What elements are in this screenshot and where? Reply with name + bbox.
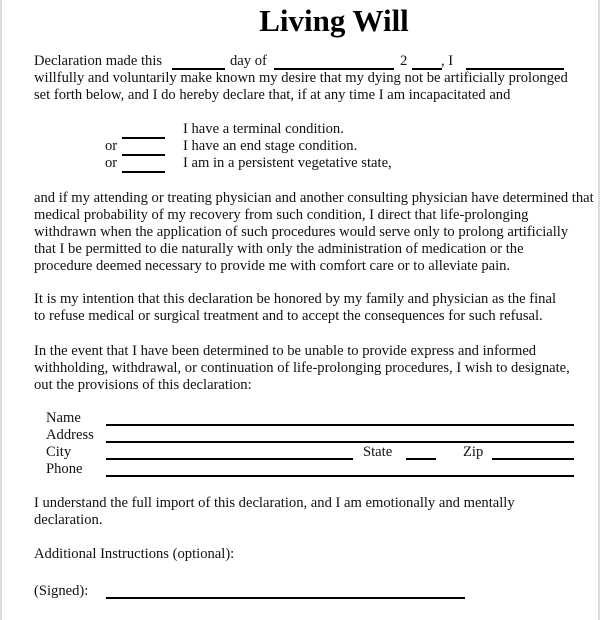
declaration-line-3: set forth below, and I do hereby declare that, if at any time I am incapacitated and (34, 87, 511, 103)
condition-terminal-field[interactable] (122, 137, 165, 139)
paragraph-line: In the event that I have been determined to be unable to provide express and informed (34, 343, 537, 359)
paragraph-line: that I be permitted to die naturally with only the administration of medication or the (34, 241, 524, 257)
condition-end-stage-text: I have an end stage condition. (183, 138, 358, 154)
paragraph-intention (34, 291, 556, 325)
condition-vegetative-text: I am in a persistent vegetative state, (183, 155, 392, 171)
paragraph-line: withholding, withdrawal, or continuation of life-prolonging procedures, I wish to designate, (34, 360, 570, 376)
designee-address-field[interactable] (106, 441, 574, 443)
signature-field[interactable] (106, 597, 465, 599)
paragraph-line: It is my intention that this declaration be honored by my family and physician as the final (34, 291, 557, 307)
signed-label: (Signed): (34, 583, 89, 599)
designee-zip-field[interactable] (492, 458, 574, 460)
address-label: Address (46, 427, 94, 443)
paragraph-line: to refuse medical or surgical treatment and to accept the consequences for such refusal. (34, 308, 543, 324)
paragraph-line: medical probability of my recovery from such condition, I direct that life-prolonging (34, 207, 529, 223)
zip-label: Zip (463, 444, 484, 460)
condition-or-label: or (105, 138, 118, 154)
i-label: , I (441, 53, 454, 69)
condition-or-label: or (105, 155, 118, 171)
name-label: Name (46, 410, 81, 426)
state-label: State (363, 444, 393, 460)
paragraph-directive (34, 190, 594, 275)
phone-label: Phone (46, 461, 83, 477)
paragraph-line: and if my attending or treating physician and another consulting physician have determined that (34, 190, 594, 206)
designee-phone-field[interactable] (106, 475, 574, 477)
designee-name-field[interactable] (106, 424, 574, 426)
condition-terminal-text: I have a terminal condition. (183, 121, 344, 137)
document-title: Living Will (259, 3, 409, 38)
paragraph-line: out the provisions of this declaration: (34, 377, 252, 393)
year-prefix-label: 2 (400, 53, 408, 69)
declaration-prefix: Declaration made this (34, 53, 163, 69)
paragraph-line: procedure deemed necessary to provide me with comfort care or to alleviate pain. (34, 258, 511, 274)
paragraph-understanding (34, 495, 515, 529)
city-label: City (46, 444, 72, 460)
paragraph-line: I understand the full import of this declaration, and I am emotionally and mentally (34, 495, 515, 511)
condition-end-stage-field[interactable] (122, 154, 165, 156)
designee-city-field[interactable] (106, 458, 353, 460)
paragraph-line: withdrawn when the application of such procedures would serve only to prolong artificially (34, 224, 569, 240)
paragraph-designation (34, 343, 570, 394)
day-of-label: day of (230, 53, 267, 69)
declaration-line-2: willfully and voluntarily make known my desire that my dying not be artificially prolonged (34, 70, 568, 86)
designee-state-field[interactable] (406, 458, 436, 460)
additional-instructions-label: Additional Instructions (optional): (34, 546, 235, 562)
condition-vegetative-field[interactable] (122, 171, 165, 173)
paragraph-line: declaration. (34, 512, 103, 528)
